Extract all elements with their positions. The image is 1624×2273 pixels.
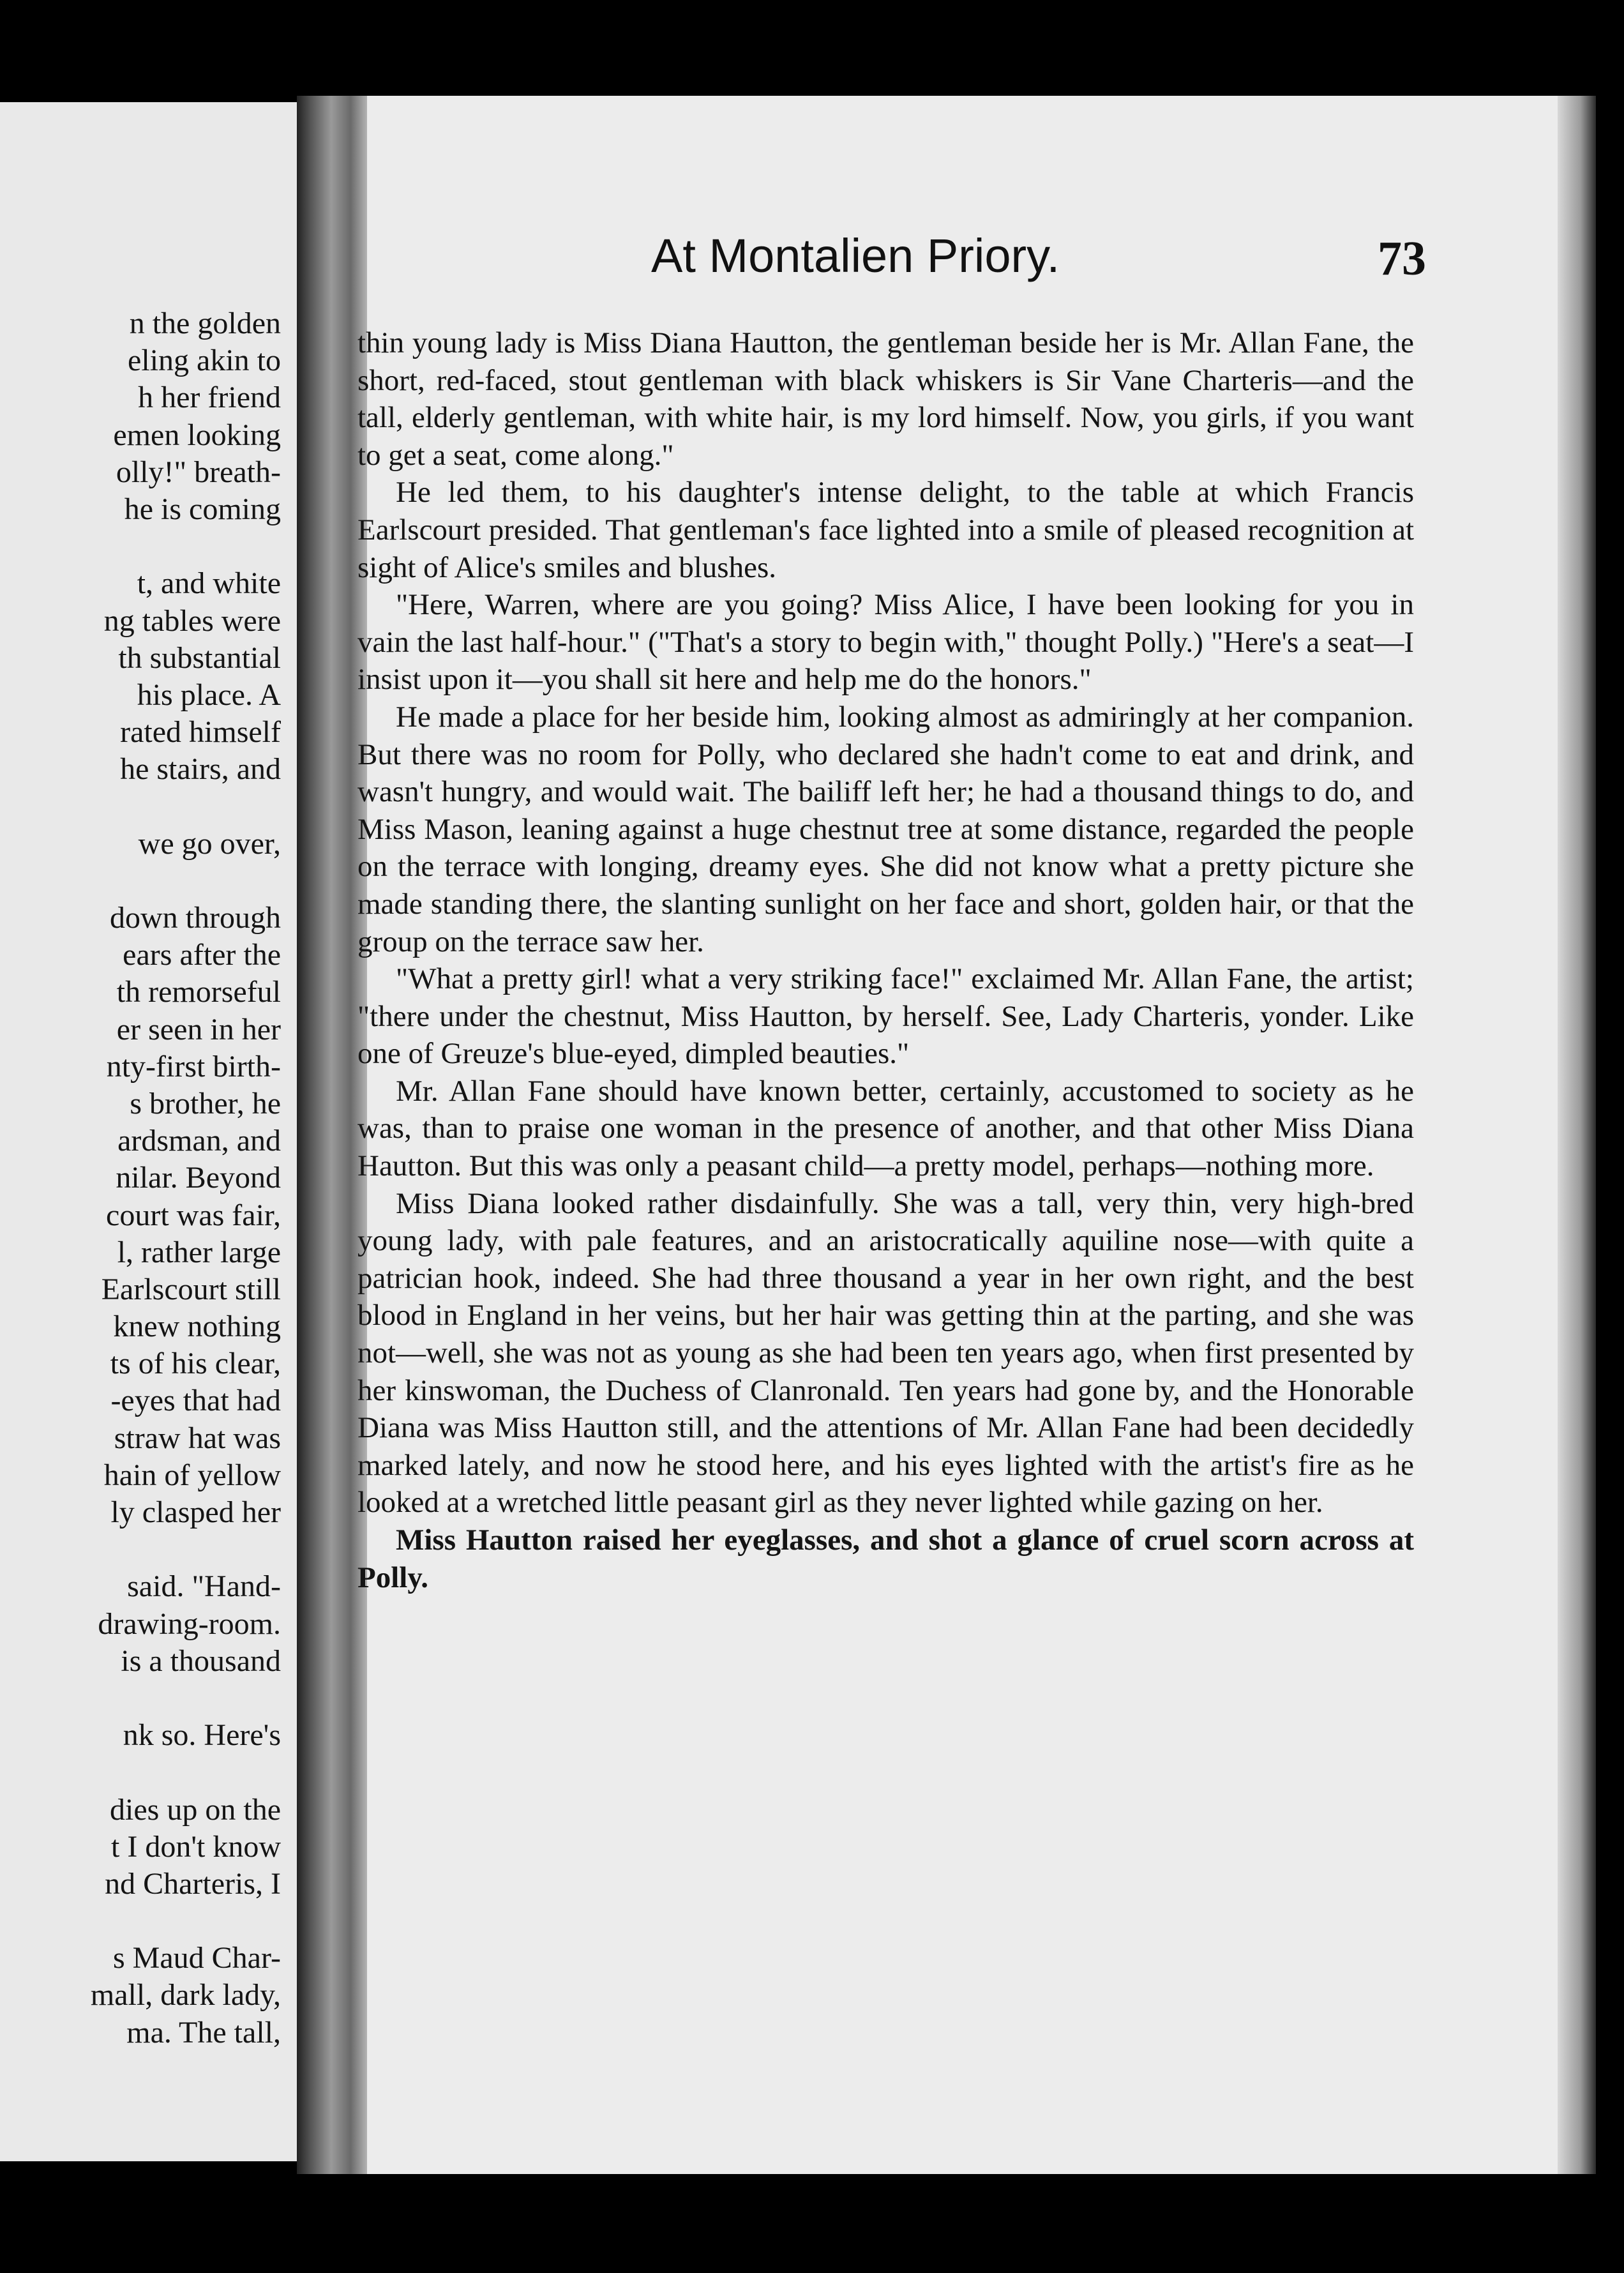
left-page-line: we go over, [138, 826, 281, 861]
left-page-line: he stairs, and [120, 752, 281, 787]
paragraph: He made a place for her beside him, looking almost as admiringly at her companion. But there was no room for Polly, who declared she hadn't come to eat and drink, and wasn't hungry, and would wait. The bailiff left her; he had a thousand things to do, and Miss Mason, leaning against a huge chestnut tree at some distance, regarded the people on the terrace with longing, dreamy eyes. She did not know what a pretty picture she made standing there, the slanting sunlight on her face and short, golden hair, or that the group on the terrace saw her. [357, 700, 1414, 958]
left-page-line [0, 1903, 281, 1940]
left-page-line: nty-first birth- [106, 1049, 281, 1084]
left-page-text [0, 305, 281, 2051]
paragraph: "What a pretty girl! what a very striking face!" exclaimed Mr. Allan Fane, the artist; "there under the chestnut, Miss Hautton, by herself. See, Lady Charteris, yonder. Like one of Greuze's blue-eyed, dimpled beauties." [357, 962, 1414, 1071]
body-text [357, 324, 1414, 1596]
left-page-line: ears after the [123, 938, 281, 972]
left-page-line: said. "Hand- [127, 1569, 281, 1604]
left-page-line: ng tables were [103, 603, 281, 638]
left-page-line: emen looking [113, 418, 281, 452]
left-page-line: ma. The tall, [126, 2015, 281, 2050]
left-page-line: his place. A [137, 677, 281, 712]
left-page-line: t I don't know [111, 1829, 281, 1864]
left-page-line [0, 863, 281, 900]
left-page-line: knew nothing [113, 1310, 281, 1344]
left-page-line: court was fair, [106, 1198, 281, 1232]
left-page-line: nilar. Beyond [116, 1161, 281, 1195]
left-page-line: l, rather large [117, 1235, 281, 1269]
left-page-line: s brother, he [130, 1086, 281, 1121]
paragraph: "Here, Warren, where are you going? Miss Alice, I have been looking for you in vain the last half-hour." ("That's a story to begin with," thought Polly.) "Here's a seat—I insist upon it—you shall sit here and help me do the honors." [357, 588, 1414, 697]
left-page-line: nd Charteris, I [105, 1866, 281, 1901]
left-page-line: hain of yellow [103, 1458, 281, 1492]
left-page-line: ts of his clear, [110, 1347, 281, 1381]
left-page-line [0, 1754, 281, 1791]
left-page-line [0, 1531, 281, 1568]
paragraph: He led them, to his daughter's intense delight, to the table at which Francis Earlscourt presided. That gentleman's face lighted into a smile of pleased recognition at sight of Alice's smiles and blushes. [357, 476, 1414, 584]
running-head: At Montalien Priory. [651, 229, 1060, 282]
left-page [0, 102, 297, 2161]
left-page-line: eling akin to [128, 344, 281, 378]
left-page-line: er seen in her [116, 1012, 281, 1046]
left-page-line [0, 528, 281, 565]
left-page-line: t, and white [137, 566, 281, 601]
left-page-line: th substantial [118, 640, 281, 675]
left-page-line: ly clasped her [110, 1495, 281, 1529]
left-page-line: nk so. Here's [123, 1718, 281, 1753]
left-page-line: down through [110, 901, 281, 935]
left-page-line: n the golden [129, 306, 281, 340]
left-page-line: olly!" breath- [116, 455, 281, 489]
left-page-line: -eyes that had [110, 1384, 281, 1418]
left-page-line: rated himself [120, 715, 281, 750]
left-page-line: drawing-room. [98, 1606, 281, 1641]
paragraph: Miss Hautton raised her eyeglasses, and shot a glance of cruel scorn across at Polly. [357, 1523, 1414, 1594]
paragraph: Miss Diana looked rather disdainfully. She was a tall, very thin, very high-bred young lady, with pale features, and an aristocratically aquiline nose—with quite a patrician hook, indeed. She had three thousand a year in her own right, and the best blood in England in her veins, but her hair was getting thin at the parting, and she was not—well, she was not as young as she had been ten years ago, when first presented by her kinswoman, the Duchess of Clanronald. Ten years had gone by, and the Honorable Diana was Miss Hautton still, and the attentions of Mr. Allan Fane had been decidedly marked lately, and now he stood here, and his eyes lighted with the artist's fire as he looked at a wretched little peasant girl as they never lighted while gazing on her. [357, 1186, 1414, 1520]
left-page-line [0, 788, 281, 825]
left-page-line: mall, dark lady, [90, 1978, 281, 2012]
left-page-line: straw hat was [114, 1421, 281, 1455]
left-page-line: s Maud Char- [113, 1941, 281, 1975]
left-page-line: Earlscourt still [101, 1272, 281, 1306]
paragraph: thin young lady is Miss Diana Hautton, the gentleman beside her is Mr. Allan Fane, the short, red-faced, stout gentleman with black whiskers is Sir Vane Charteris—and the tall, elderly gentleman, with white hair, is my lord himself. Now, you girls, if you want to get a seat, come along." [357, 326, 1414, 472]
left-page-line: h her friend [138, 381, 281, 415]
page-number: 73 [1378, 232, 1426, 285]
left-page-line: is a thousand [121, 1643, 281, 1678]
left-page-line: ardsman, and [117, 1124, 281, 1158]
left-page-line: th remorseful [116, 975, 281, 1009]
left-page-line: dies up on the [110, 1792, 281, 1827]
page-edge [1558, 96, 1596, 2174]
left-page-line: he is coming [124, 492, 281, 526]
paragraph: Mr. Allan Fane should have known better, certainly, accustomed to society as he was, than to praise one woman in the presence of another, and that other Miss Diana Hautton. But this was only a peasant child—a pretty model, perhaps—nothing more. [357, 1074, 1414, 1183]
left-page-line [0, 1680, 281, 1717]
